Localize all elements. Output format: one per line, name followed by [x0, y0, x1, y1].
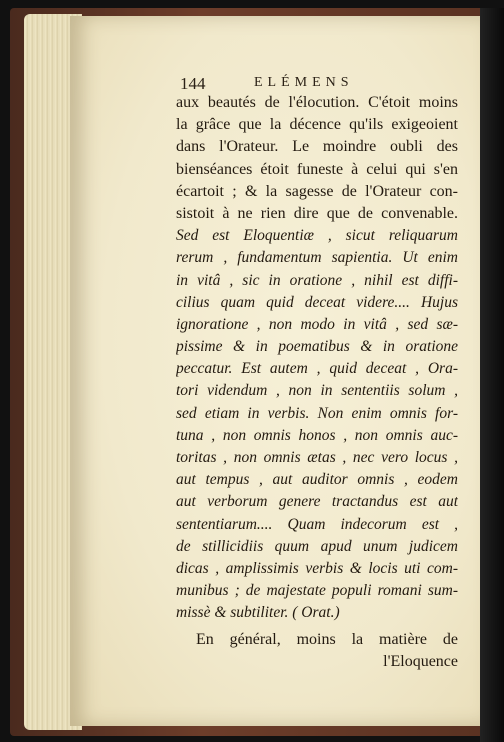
- text-line: dicas , amplissimis verbis & locis uti com-: [176, 559, 458, 577]
- text-line: tuna , non omnis honos , non omnis auc-: [176, 426, 458, 444]
- text-line: rerum , fundamentum sapientia. Ut enim: [176, 249, 458, 267]
- text-line: la grâce que la décence qu'ils exigeoient: [176, 116, 458, 134]
- text-line: in vitâ , sic in oratione , nihil est diffi-: [176, 271, 458, 289]
- text-line: tori videndum , non in sententiis solum ,: [176, 382, 458, 400]
- facing-page-edge: [480, 8, 504, 742]
- page-number: 144: [180, 74, 206, 93]
- text-line: pissime & in poematibus & in oratione: [176, 338, 458, 356]
- text-line: peccatur. Est autem , quid deceat , Ora-: [176, 360, 458, 378]
- text-line: écartoit ; & la sagesse de l'Orateur con-: [176, 182, 458, 200]
- text-line: aut tempus , aut auditor omnis , eodem: [176, 471, 458, 489]
- text-line: missè & subtiliter. ( Orat.): [176, 604, 340, 622]
- text-line: En général, moins la matière de: [196, 630, 458, 648]
- text-line: toritas , non omnis ætas , nec vero locus ,: [176, 449, 458, 466]
- text-line: bienséances étoit funeste à celui qui s'en: [176, 160, 458, 178]
- body-text: [176, 92, 458, 673]
- text-line: dans l'Orateur. Le moindre oubli des: [176, 138, 458, 156]
- text-line: aux beautés de l'élocution. C'étoit moins: [176, 94, 458, 111]
- text-line: Sed est Eloquentiæ , sicut reliquarum: [176, 227, 458, 245]
- running-head: ELÉMENS: [254, 75, 354, 90]
- text-line: aut verborum genere tractandus est aut: [176, 493, 458, 511]
- text-line: sistoit à ne rien dire que de convenable.: [176, 204, 458, 222]
- text-line: ignoratione , non modo in vitâ , sed sæ-: [176, 315, 458, 333]
- text-line: munibus ; de majestate populi romani sum-: [176, 582, 458, 600]
- text-line: sententiarum.... Quam indecorum est ,: [176, 515, 458, 533]
- text-line: cilius quam quid deceat videre.... Hujus: [176, 293, 458, 311]
- text-line: de stillicidiis quum apud unum judicem: [176, 537, 458, 555]
- text-line: sed etiam in verbis. Non enim omnis for-: [176, 404, 458, 422]
- text-line: l'Eloquence: [383, 652, 458, 670]
